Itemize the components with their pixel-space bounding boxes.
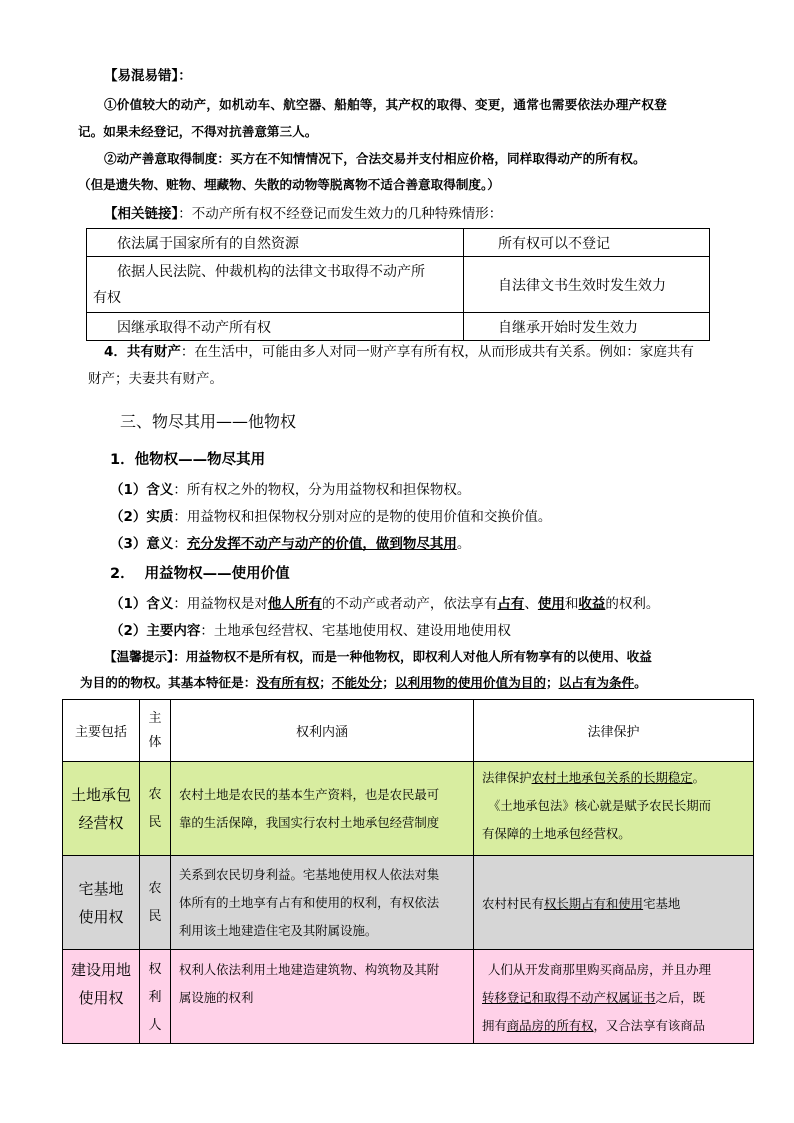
item-text-underlined: 收益 [578,596,606,612]
warm-tip-text: ； [382,675,395,690]
table-cell [171,856,474,950]
warm-tip-text: ； [319,675,332,690]
cell-line: 民 [148,908,162,924]
easy-confuse-p1-line2: 记。如果未经登记，不得对抗善意第三人。 [78,124,318,139]
warm-tip-underlined: 不能处分 [331,675,383,690]
cell-line: 使用权 [78,989,124,1007]
cell-line: 土地承包 [70,785,131,804]
table-cell: 依法属于国家所有的自然资源 [87,229,464,257]
table-cell: 所有权可以不登记 [464,229,710,257]
cell-text: ，又合法享有该商品 [593,1018,706,1033]
item-text-underlined: 充分发挥不动产与动产的价值，做到物尽其用 [186,536,457,552]
related-link-text: ：不动产所有权不经登记而发生效力的几种特殊情形： [178,206,503,222]
item-label: （3）意义 [110,536,174,552]
cell-line: 使用权 [78,907,124,926]
cell-line: 人们从开发商那里购买商品房，并且办理 [488,962,712,977]
cell-text: 。 [692,770,706,785]
table-cell [171,950,474,1044]
table-row [63,762,754,856]
warm-tip-underlined: 以占有为条件 [558,675,635,690]
table-cell: 自法律文书生效时发生效力 [464,257,710,313]
section3-sub2: 2． 用益物权——使用价值 [110,566,290,582]
cell-text-underlined: 权长期占有和使用 [543,895,644,911]
item-text-underlined: 他人所有 [267,596,322,612]
cell-line: 经营权 [78,813,124,832]
cell-text-underlined: 商品房的所有权 [506,1018,594,1033]
cell-line: 农 [148,786,162,802]
cell-line [482,764,745,792]
table-cell [474,950,754,1044]
item-label: （1）含义 [110,596,174,612]
cell-line: 《土地承包法》核心就是赋予农民长期而 [488,798,712,813]
section3-item2 [110,505,551,525]
item-label: （1）含义 [110,482,174,498]
section3-item5 [110,619,511,639]
section3-item4 [110,592,659,612]
cell-line: 权 [148,962,162,977]
co-owned-text: ：在生活中，可能由多人对同一财产享有所有权，从而形成共有关系。例如：家庭共有 [180,344,694,360]
item-text: ：所有权之外的物权，分为用益物权和担保物权。 [173,482,471,498]
cell-line: 农 [148,880,162,896]
table-cell [63,856,140,950]
item-text: ：用益物权和担保物权分别对应的是物的使用价值和交换价值。 [173,509,552,525]
table-cell [63,762,140,856]
table-row [63,950,754,1044]
header-line: 主 [148,710,162,726]
cell-line: 属设施的权利 [179,990,254,1005]
item-text: 、 [524,596,538,612]
cell-text: 之后，既 [655,990,706,1005]
item-text-underlined: 占有 [497,596,525,612]
table-cell: 自继承开始时发生效力 [464,313,710,341]
item-text: ：用益物权是对 [173,596,268,612]
cell-text: 农村村民有 [482,895,544,911]
cell-text: 拥有 [482,1018,507,1033]
warm-tip-underlined: 以利用物的使用价值为目的 [394,675,546,690]
cell-line: 关系到农民切身利益。宅基地使用权人依法对集 [179,866,440,882]
cell-line: 利 [148,990,162,1005]
table-row [63,856,754,950]
table-cell [140,950,171,1044]
cell-line: 农村土地是农民的基本生产资料，也是农民最可 [179,786,440,802]
table-cell [140,762,171,856]
related-link-label: 【相关链接】 [104,206,179,222]
easy-confuse-p1-line1: ①价值较大的动产，如机动车、航空器、船舶等，其产权的取得、变更，通常也需要依法办理产权登 [104,97,667,112]
header-line: 体 [148,734,162,750]
cell-line: 人 [148,1018,162,1033]
related-link-table [86,228,710,341]
table-row [87,313,710,341]
table-cell [171,762,474,856]
co-owned-line2: 财产；夫妻共有财产。 [88,371,223,387]
warm-tip-underlined: 没有所有权 [256,675,320,690]
co-owned-label: 4．共有财产 [104,344,181,360]
cell-line: 利用该土地建造住宅及其附属设施。 [179,922,378,938]
item-label: （2）实质 [110,509,174,525]
table-cell [87,257,464,313]
cell-text: 宅基地 [643,895,681,911]
cell-line: 权利人依法利用土地建造建筑物、构筑物及其附 [179,962,440,977]
table-cell [474,762,754,856]
section3-sub1: 1．他物权——物尽其用 [110,452,266,468]
section3-title: 三、物尽其用——他物权 [120,412,297,431]
cell-text: 法律保护 [482,770,532,785]
section3-item3 [110,532,470,552]
cell-line [482,1012,745,1040]
cell-text-underlined: 转移登记和取得不动产权属证书 [482,990,656,1005]
cell-line: 民 [148,814,162,830]
cell-line: 靠的生活保障，我国实行农村土地承包经营制度 [179,814,440,830]
easy-confuse-p2-line1: ②动产善意取得制度：买方在不知情情况下，合法交易并支付相应价格，同样取得动产的所有权。 [104,151,646,166]
header-cell: 法律保护 [474,700,754,762]
item-text: 的不动产或者动产，依法享有 [321,596,498,612]
cell-line: 体所有的土地享有占有和使用的权利，有权依法 [179,894,440,910]
cell-line: 有保障的土地承包经营权。 [482,826,631,841]
item-text: ：土地承包经营权、宅基地使用权、建设用地使用权 [200,623,511,639]
table-cell [140,856,171,950]
table-cell: 因继承取得不动产所有权 [87,313,464,341]
header-cell: 权利内涵 [171,700,474,762]
section3-item1 [110,478,470,498]
easy-confuse-p2-line2: （但是遗失物、赃物、埋藏物、失散的动物等脱离物不适合善意取得制度。） [78,177,500,192]
header-cell: 主要包括 [63,700,140,762]
table-header-row [63,700,754,762]
rights-table [62,699,754,1044]
table-row [87,257,710,313]
cell-line: 有权 [93,289,121,306]
table-row [87,229,710,257]
warm-tip-label: 【温馨提示】 [104,649,174,664]
warm-tip-text: ：用益物权不是所有权，而是一种他物权，即权利人对他人所有物享有的以使用、收益 [173,649,652,664]
cell-line [482,894,745,912]
cell-line [482,984,745,1012]
item-text: ： [173,536,187,552]
warm-tip-line1 [104,646,652,665]
item-text: 。 [456,536,471,552]
easy-confuse-label: 【易混易错】： [104,68,192,84]
cell-text-underlined: 农村土地承包关系的长期稳定 [531,770,693,785]
co-owned-line1 [104,340,694,360]
warm-tip-line2 [80,672,647,691]
cell-line: 建设用地 [70,961,131,979]
item-text-underlined: 使用 [537,596,565,612]
table-cell [63,950,140,1044]
item-text: 的权利。 [605,596,660,612]
warm-tip-text: 。 [634,675,647,690]
cell-line: 依据人民法院、仲裁机构的法律文书取得不动产所 [117,263,425,280]
table-cell [474,856,754,950]
warm-tip-text: 为目的的物权。其基本特征是： [80,675,257,690]
cell-line: 宅基地 [78,879,124,898]
item-text: 和 [564,596,579,612]
item-label: （2）主要内容 [110,623,201,639]
header-cell [140,700,171,762]
related-link-heading [104,202,502,222]
warm-tip-text: ； [545,675,559,690]
